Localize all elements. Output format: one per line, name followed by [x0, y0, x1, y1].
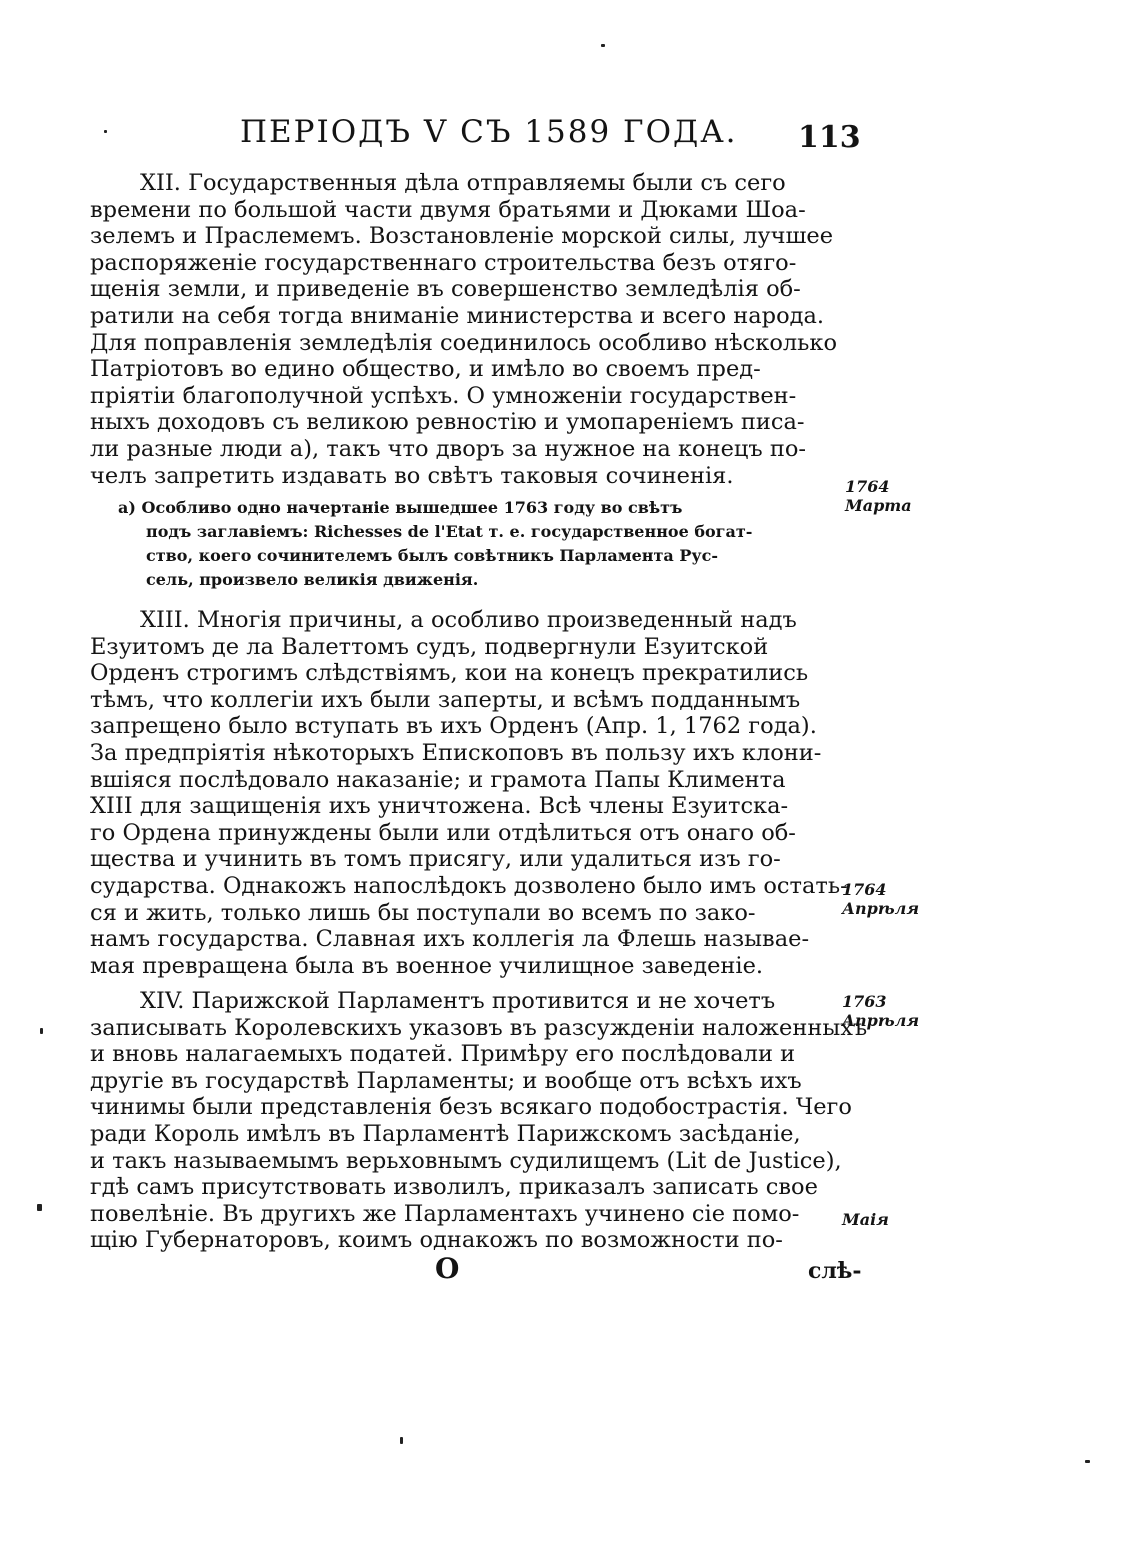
scan-speck	[104, 130, 107, 133]
text-line: Для поправленiя земледѣлiя соединилось особливо нѣсколько	[90, 329, 838, 356]
catchword: слѣ-	[808, 1258, 862, 1284]
scan-speck	[601, 44, 605, 47]
margin-month: Апрѣля	[842, 1011, 920, 1030]
margin-year: 1764	[842, 880, 887, 899]
margin-year: 1763	[842, 992, 887, 1011]
text-line: повелѣнiе. Въ другихъ же Парламентахъ учинено сiе помо-	[90, 1200, 800, 1227]
margin-note-1764-march	[845, 477, 912, 515]
margin-note-1763-april	[842, 992, 919, 1030]
text-line: вшiяся послѣдовало наказанiе; и грамота Папы Климента	[90, 766, 786, 793]
text-line: прiятiи благополучной успѣхъ. О умноженiи государствен-	[90, 382, 797, 409]
margin-month: Марта	[845, 496, 912, 515]
text-line: ради Король имѣлъ въ Парламентѣ Парижскомъ засѣданiе,	[90, 1120, 801, 1147]
footnote-line: подъ заглавiемъ: Richesses de l'Etat т. е. государственное богат-	[146, 522, 753, 541]
text-line: ли разные люди а), такъ что дворъ за нужное на конецъ по-	[90, 435, 806, 462]
margin-note-may	[842, 1210, 889, 1229]
text-line: щества и учинить въ томъ присягу, или удалиться изъ го-	[90, 846, 781, 873]
margin-month: Маiя	[842, 1210, 889, 1229]
section-xii-paragraph	[90, 170, 842, 489]
text-line: гдѣ самъ присутствовать изволилъ, приказалъ записать свое	[90, 1174, 818, 1201]
margin-month: Апрѣля	[842, 899, 920, 918]
text-line: запрещено было вступать въ ихъ Орденъ (Апр. 1, 1762 года).	[90, 713, 817, 740]
margin-year: 1764	[845, 477, 890, 496]
text-line: XII. Государственныя дѣла отправляемы были съ сего	[140, 170, 786, 196]
text-line: XIII для защищенiя ихъ уничтожена. Всѣ члены Езуитска-	[90, 793, 789, 820]
text-line: XIV. Парижской Парламентъ противится и не хочетъ	[140, 988, 776, 1014]
footnote-a	[118, 496, 846, 592]
footnote-line: сель, произвело великiя движенiя.	[146, 570, 479, 589]
text-line: другiе въ государствѣ Парламенты; и вообще отъ всѣхъ ихъ	[90, 1067, 802, 1094]
text-line: щенiя земли, и приведенiе въ совершенство земледѣлiя об-	[90, 276, 801, 303]
text-line: го Ордена принуждены были или отдѣлиться отъ онаго об-	[90, 819, 796, 846]
text-line: и такъ называемымъ верьховнымъ судилищемъ (Lit de Justice),	[90, 1147, 842, 1174]
running-title: ПЕРIОДЪ V СЪ 1589 ГОДА.	[240, 114, 738, 150]
text-line: Езуитомъ де ла Валеттомъ судъ, подвергнули Езуитской	[90, 633, 769, 660]
text-line: зелемъ и Праслемемъ. Возстановленiе морской силы, лучшее	[90, 223, 834, 250]
text-line: ся и жить, только лишь бы поступали во всемъ по зако-	[90, 899, 756, 926]
text-line: Патрiотовъ во едино общество, и имѣло во своемъ пред-	[90, 356, 761, 383]
scan-speck	[400, 1437, 403, 1444]
text-line: Орденъ строгимъ слѣдствiямъ, кои на конецъ прекратились	[90, 660, 809, 687]
scan-speck	[37, 1204, 42, 1211]
text-line: намъ государства. Славная ихъ коллегiя ла Флешь называе-	[90, 926, 810, 953]
text-line: ныхъ доходовъ съ великою ревностiю и умопаренiемъ писа-	[90, 409, 805, 436]
text-line: ратили на себя тогда вниманiе министерства и всего народа.	[90, 302, 825, 329]
text-line: записывать Королевскихъ указовъ въ разсужденiи наложенныхъ	[90, 1014, 868, 1041]
section-xiii-paragraph	[90, 607, 848, 979]
footnote-line: ство, коего сочинителемъ былъ совѣтникъ Парламента Рус-	[146, 546, 719, 565]
scan-speck	[1085, 1460, 1090, 1463]
text-line: тѣмъ, что коллегiи ихъ были заперты, и всѣмъ подданнымъ	[90, 686, 801, 713]
text-line: и вновь налагаемыхъ податей. Примѣру его послѣдовали и	[90, 1041, 796, 1068]
text-line: времени по большой части двумя братьями и Дюками Шоа-	[90, 196, 806, 223]
text-line: XIII. Многiя причины, а особливо произведенный надъ	[140, 607, 797, 633]
text-line: мая превращена была въ военное училищное заведенiе.	[90, 952, 764, 979]
scan-speck	[40, 1028, 43, 1034]
text-line: чинимы были представленiя безъ всякаго подобострастiя. Чего	[90, 1094, 852, 1121]
text-line: За предпрiятiя нѣкоторыхъ Епископовъ въ пользу ихъ клони-	[90, 739, 822, 766]
signature-mark: O	[435, 1252, 460, 1285]
text-line: распоряженiе государственнаго строительства безъ отяго-	[90, 249, 797, 276]
page-number: 113	[798, 120, 861, 155]
footnote-line: а) Особливо одно начертанiе вышедшее 1763 году во свѣтъ	[118, 498, 683, 517]
text-line: челъ запретить издавать во свѣтъ таковыя сочиненiя.	[90, 462, 734, 489]
text-line: сударства. Однакожъ напослѣдокъ дозволено было имъ остать-	[90, 872, 848, 899]
margin-note-1764-april	[842, 880, 919, 918]
text-line: щiю Губернаторовъ, коимъ однакожъ по возможности по-	[90, 1227, 783, 1254]
